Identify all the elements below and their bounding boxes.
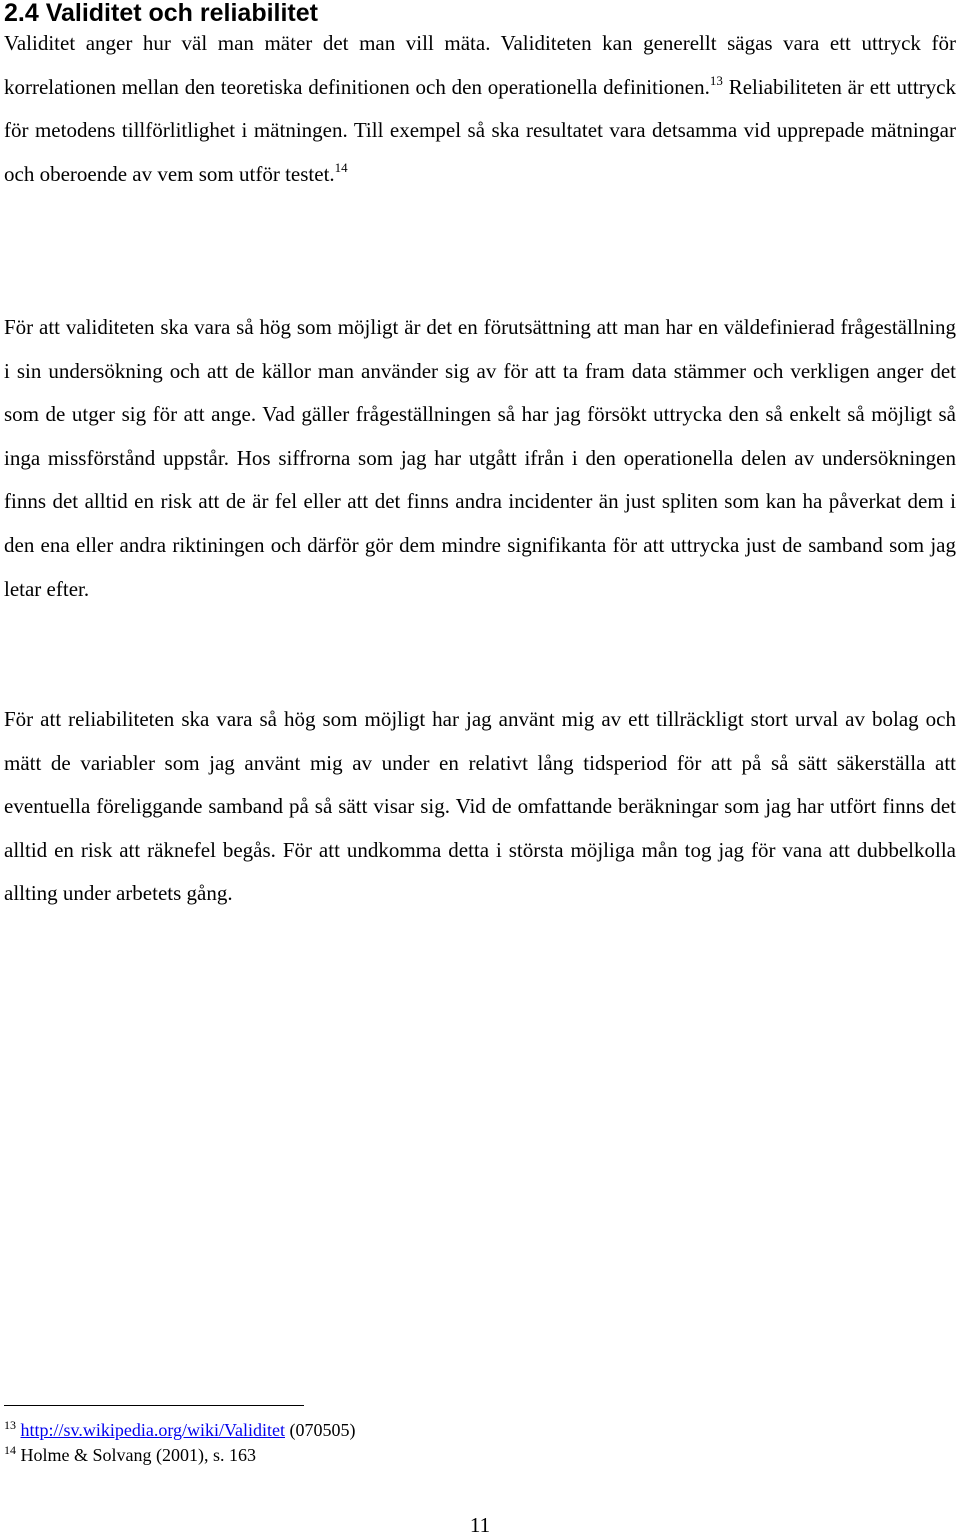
footnote-number: 13 (4, 1418, 16, 1432)
footnote-14 (4, 1443, 256, 1467)
footnote-ref-14[interactable]: 14 (334, 159, 348, 175)
footnote-ref-13[interactable]: 13 (709, 72, 723, 88)
section-title: 2.4 Validitet och reliabilitet (4, 0, 318, 27)
paragraph-text: Validitet anger hur väl man mäter det man vill mäta. Validiteten kan generellt sägas vara ett uttryck för korrelationen mellan den teoretiska definitionen och den operationella definitionen. (4, 31, 956, 99)
footnote-number: 14 (4, 1443, 16, 1457)
paragraph-text: Reliabiliteten är ett uttryck för metodens tillförlitlighet i mätningen. Till exempel så ska resultatet vara detsamma vid upprepade mätningar och oberoende av vem som utför testet. (4, 74, 956, 186)
footnote-separator (4, 1405, 304, 1406)
footnote-text: (070505) (284, 1420, 356, 1440)
footnote-text: Holme & Solvang (2001), s. 163 (16, 1445, 256, 1465)
paragraph-reliability-discussion: För att reliabiliteten ska vara så hög som möjligt har jag använt mig av ett tillräckligt stort urval av bolag och mätt de variabler som jag använt mig av under en relativt lång tidsperiod för att på så sätt säkerställa att eventuella föreliggande samband på så sätt visar sig. Vid de omfattande beräkningar som jag har utfört finns det alltid en risk att räknefel begås. För att undkomma detta i största möjliga mån tog jag för vana att dubbelkolla allting under arbetets gång. (4, 707, 956, 906)
page-number: 11 (469, 1513, 491, 1537)
paragraph-validity-definition (4, 22, 956, 196)
footnote-13 (4, 1418, 355, 1442)
footnote-link[interactable]: http://sv.wikipedia.org/wiki/Validitet (20, 1420, 285, 1440)
paragraph-validity-discussion: För att validiteten ska vara så hög som möjligt är det en förutsättning att man har en väldefinierad frågeställning i sin undersökning och att de källor man använder sig av för att ta fram data stämmer och verkligen anger det som de utger sig för att ange. Vad gäller frågeställningen så har jag försökt uttrycka den så enkelt så möjligt så inga missförstånd uppstår. Hos siffrorna som jag har utgått ifrån i den operationella delen av undersökningen finns det alltid en risk att de är fel eller att det finns andra incidenter än just spliten som kan ha påverkat dem i den ena eller andra riktiningen och därför gör dem mindre signifikanta för att uttrycka just de samband som jag letar efter. (4, 315, 956, 601)
